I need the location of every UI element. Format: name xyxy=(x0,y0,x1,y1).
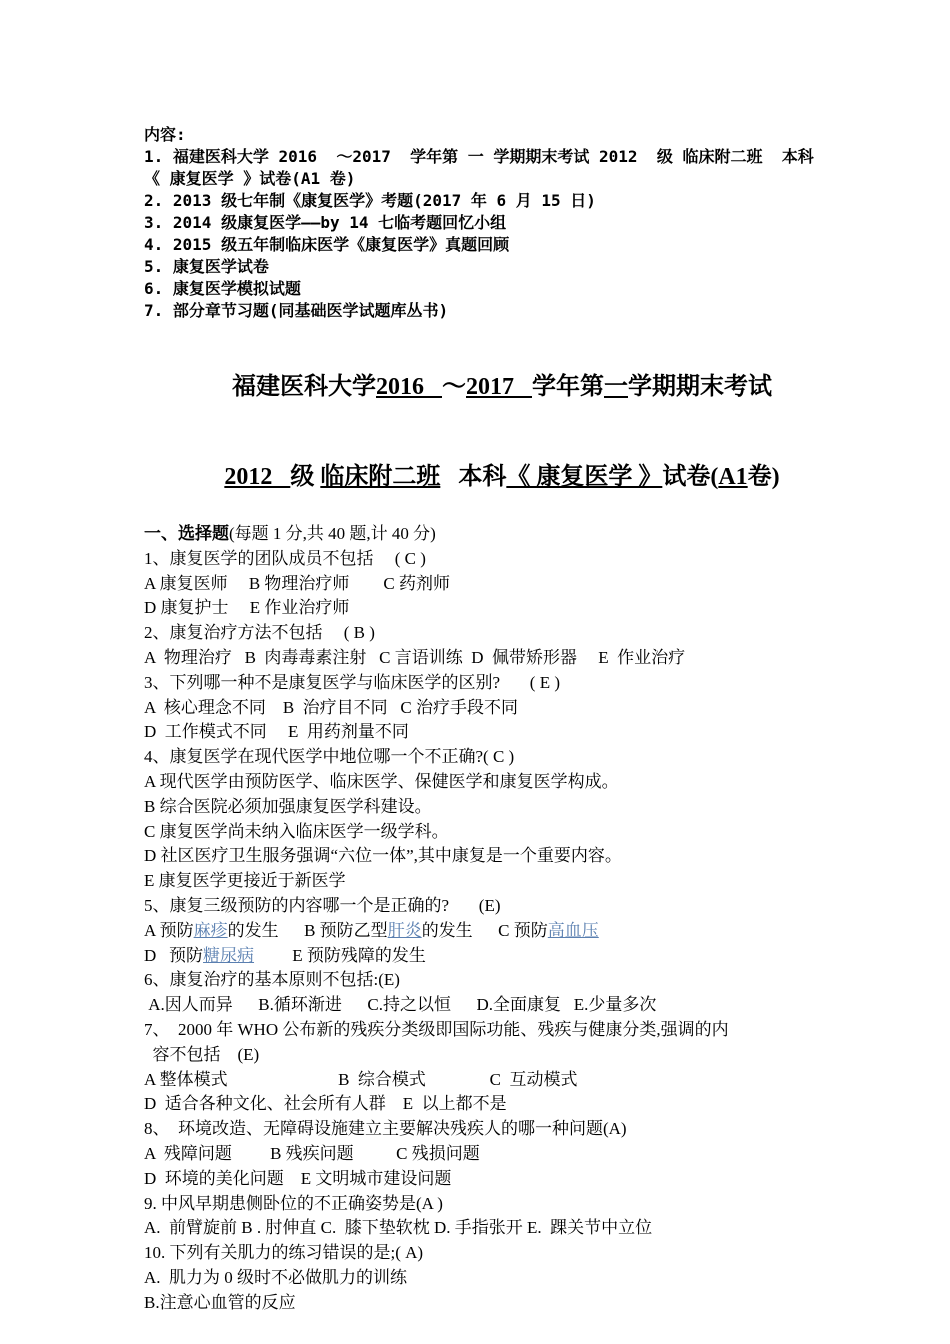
question-line: C 康复医学尚未纳入临床医学一级学科。 xyxy=(144,821,449,841)
diabetes-link[interactable]: 糖尿病 xyxy=(203,945,255,965)
question-line: D 康复护士 E 作业治疗师 xyxy=(144,598,350,618)
question-line: B.注意心血管的反应 xyxy=(144,1292,296,1312)
question-5-options-de: D 预防糖尿病 E 预防残障的发生 xyxy=(144,945,426,965)
question-line: 10. 下列有关肌力的练习错误的是;( A) xyxy=(144,1243,424,1263)
question-line: A 残障问题 B 残疾问题 C 残损问题 xyxy=(144,1143,480,1163)
question-line: 9. 中风早期患侧卧位的不正确姿势是(A ) xyxy=(144,1193,443,1213)
toc-item: 5. 康复医学试卷 xyxy=(144,257,269,276)
question-line: 4、康复医学在现代医学中地位哪一个不正确?( C ) xyxy=(144,747,515,767)
document-page xyxy=(144,124,824,1316)
question-line: A. 前臂旋前 B . 肘伸直 C. 膝下垫软枕 D. 手指张开 E. 踝关节中立位 xyxy=(144,1218,653,1238)
toc-heading: 内容: xyxy=(144,125,186,144)
question-line: A.因人而异 B.循环渐进 C.持之以恒 D.全面康复 E.少量多次 xyxy=(144,995,657,1015)
question-line: A 整体模式 B 综合模式 C 互动模式 xyxy=(144,1069,578,1089)
question-line: 1、康复医学的团队成员不包括 ( C ) xyxy=(144,548,426,568)
question-line: A 物理治疗 B 肉毒毒素注射 C 言语训练 D 佩带矫形器 E 作业治疗 xyxy=(144,647,686,667)
question-line: A 现代医学由预防医学、临床医学、保健医学和康复医学构成。 xyxy=(144,771,619,791)
hepatitis-link[interactable]: 肝炎 xyxy=(387,920,422,940)
question-line: D 工作模式不同 E 用药剂量不同 xyxy=(144,722,409,742)
question-line: 2、康复治疗方法不包括 ( B ) xyxy=(144,623,375,643)
toc-item: 6. 康复医学模拟试题 xyxy=(144,279,301,298)
question-line: 8、 环境改造、无障碍设施建立主要解决残疾人的哪一种问题(A) xyxy=(144,1119,627,1139)
question-line: D 社区医疗卫生服务强调“六位一体”,其中康复是一个重要内容。 xyxy=(144,846,622,866)
question-line: A 核心理念不同 B 治疗目不同 C 治疗手段不同 xyxy=(144,697,519,717)
question-line: A 康复医师 B 物理治疗师 C 药剂师 xyxy=(144,573,451,593)
table-of-contents xyxy=(144,124,824,322)
question-line: 7、 2000 年 WHO 公布新的残疾分类级即国际功能、残疾与健康分类,强调的内 xyxy=(144,1019,729,1039)
hypertension-link[interactable]: 高血压 xyxy=(547,920,599,940)
toc-item: 1. 福建医科大学 2016 ～2017 学年第 一 学期期末考试 2012 级 临床附二班 本科《 康复医学 》试卷(A1 卷) xyxy=(144,147,814,188)
measles-link[interactable]: 麻疹 xyxy=(193,920,228,940)
toc-item: 4. 2015 级五年制临床医学《康复医学》真题回顾 xyxy=(144,235,510,254)
question-line: 容不包括 (E) xyxy=(144,1044,260,1064)
question-5-options-abc: A 预防麻疹的发生 B 预防乙型肝炎的发生 C 预防高血压 xyxy=(144,920,599,940)
question-line: D 环境的美化问题 E 文明城市建设问题 xyxy=(144,1168,452,1188)
question-line: B 综合医院必须加强康复医学科建设。 xyxy=(144,796,432,816)
question-line: 5、康复三级预防的内容哪一个是正确的? (E) xyxy=(144,895,501,915)
question-line: E 康复医学更接近于新医学 xyxy=(144,871,346,891)
toc-item: 3. 2014 级康复医学——by 14 七临考题回忆小组 xyxy=(144,213,507,232)
exam-title-line1: 福建医科大学2016 ～2017 学年第一学期期末考试 xyxy=(232,374,772,400)
exam-title-line2: 2012 级 临床附二班 本科《 康复医学 》试卷(A1卷) xyxy=(224,464,780,490)
section-heading: 一、选择题(每题 1 分,共 40 题,计 40 分) xyxy=(144,524,436,543)
toc-item: 2. 2013 级七年制《康复医学》考题(2017 年 6 月 15 日) xyxy=(144,191,596,210)
exam-title xyxy=(144,342,824,522)
question-line: D 适合各种文化、社会所有人群 E 以上都不是 xyxy=(144,1094,507,1114)
exam-body xyxy=(144,522,824,1316)
question-line: A. 肌力为 0 级时不必做肌力的训练 xyxy=(144,1267,408,1287)
question-line: 3、下列哪一种不是康复医学与临床医学的区别? ( E ) xyxy=(144,672,561,692)
toc-item: 7. 部分章节习题(同基础医学试题库丛书) xyxy=(144,301,449,320)
question-line: 6、康复治疗的基本原则不包括:(E) xyxy=(144,970,400,990)
